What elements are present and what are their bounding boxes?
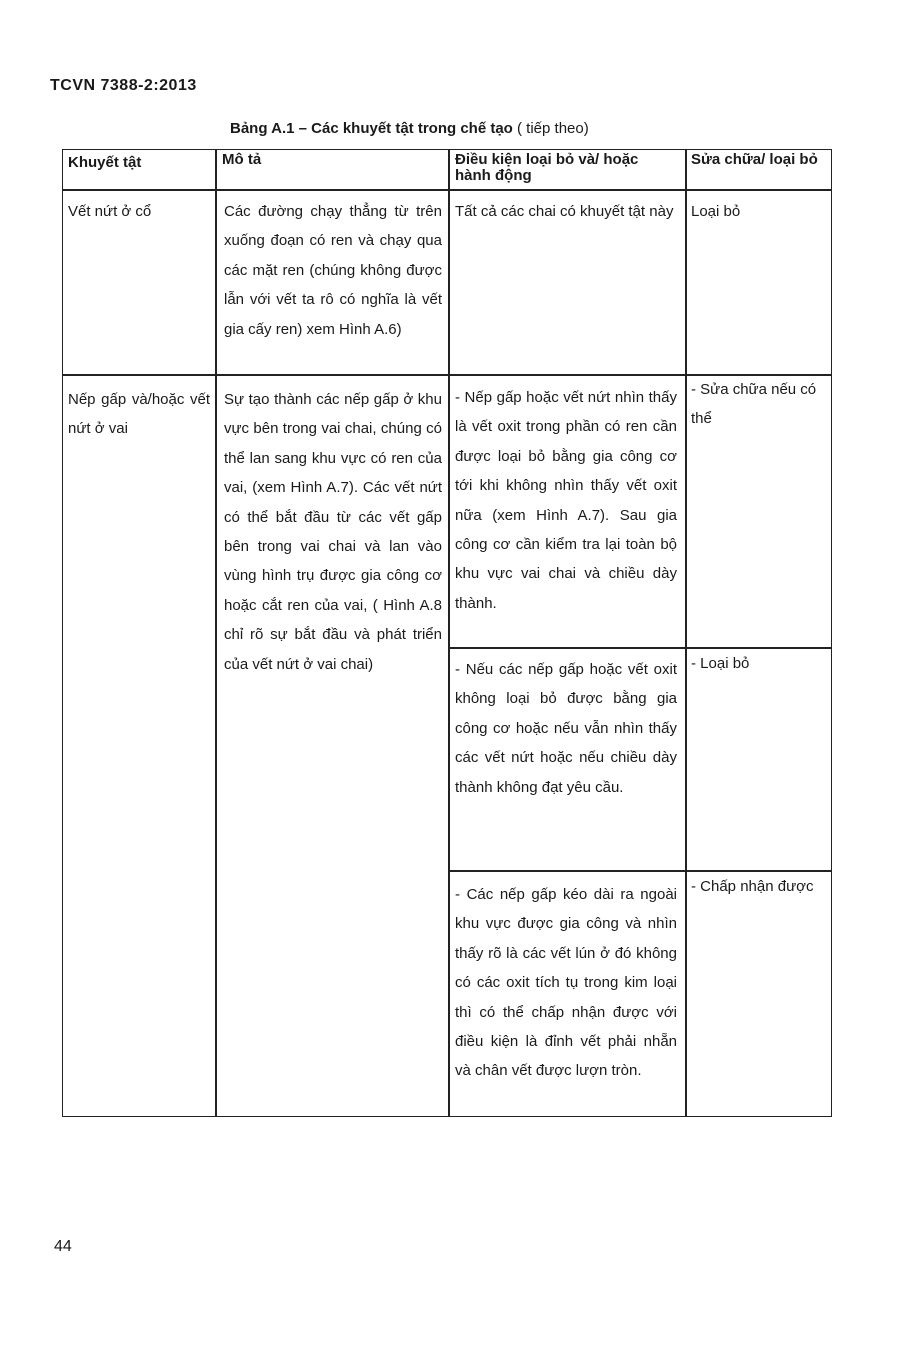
action-cell: Loại bỏ [691, 203, 741, 220]
condition-cell: - Nếu các nếp gấp hoặc vết oxit không loại bỏ được bằng gia công cơ hoặc nếu vẫn nhìn thấy các vết nứt hoặc nếu chiều dày thành không đạt yêu cầu. [455, 661, 677, 796]
column-header-conditions: Điều kiện loại bỏ và/ hoặc hành động [455, 151, 639, 184]
column-header-description: Mô tả [222, 151, 262, 168]
action-cell: - Sửa chữa nếu có thể [691, 381, 817, 428]
action-cell: - Chấp nhận được [691, 878, 814, 895]
table-frame [62, 149, 832, 1117]
column-header-defect: Khuyết tật [68, 154, 142, 171]
condition-cell: - Nếp gấp hoặc vết nứt nhìn thấy là vết oxit trong phần có ren cần được loại bỏ bằng gia công cơ tới khi không nhìn thấy vết oxit nữa (xem Hình A.7). Sau gia công cơ cần kiểm tra lại toàn bộ khu vực vai chai và chiều dày thành. [455, 389, 677, 612]
column-divider [685, 149, 687, 1117]
page-number: 44 [54, 1238, 72, 1255]
header-divider [62, 189, 832, 191]
document-header: TCVN 7388-2:2013 [50, 77, 197, 94]
column-header-action: Sửa chữa/ loại bỏ [691, 151, 818, 168]
condition-cell: - Các nếp gấp kéo dài ra ngoài khu vực được gia công và nhìn thấy rõ là các vết lún ở đó không có các oxit tích tụ trong kim loại thì có thể chấp nhận được với điều kiện là đỉnh vết phải nhẵn và chân vết được lượn tròn. [455, 886, 677, 1080]
column-divider [215, 149, 217, 1117]
description-cell: Các đường chạy thẳng từ trên xuống đoạn có ren và chạy qua các mặt ren (chúng không được lẫn với vết ta rô có nghĩa là vết gia cấy ren) xem Hình A.6) [224, 203, 442, 338]
defect-cell: Nếp gấp và/hoặc vết nứt ở vai [68, 391, 210, 438]
column-divider [448, 149, 450, 1117]
action-cell: - Loại bỏ [691, 655, 750, 672]
table-caption [230, 120, 589, 137]
caption-prefix: Bảng A.1 – [230, 120, 307, 137]
defect-cell: Vết nứt ở cổ [68, 203, 152, 220]
caption-title: Các khuyết tật trong chế tạo [311, 120, 513, 137]
condition-cell: Tất cả các chai có khuyết tật này [455, 203, 674, 220]
caption-suffix: ( tiếp theo) [517, 120, 589, 137]
description-cell: Sự tạo thành các nếp gấp ở khu vực bên trong vai chai, chúng có thể lan sang khu vực có ren của vai, (xem Hình A.7). Các vết nứt có thể bắt đầu từ các vết gấp bên trong vai chai và lan vào vùng hình trụ được gia công cơ hoặc cắt ren của vai, ( Hình A.8 chỉ rõ sự bắt đầu và phát triển của vết nứt ở vai chai) [224, 391, 442, 673]
